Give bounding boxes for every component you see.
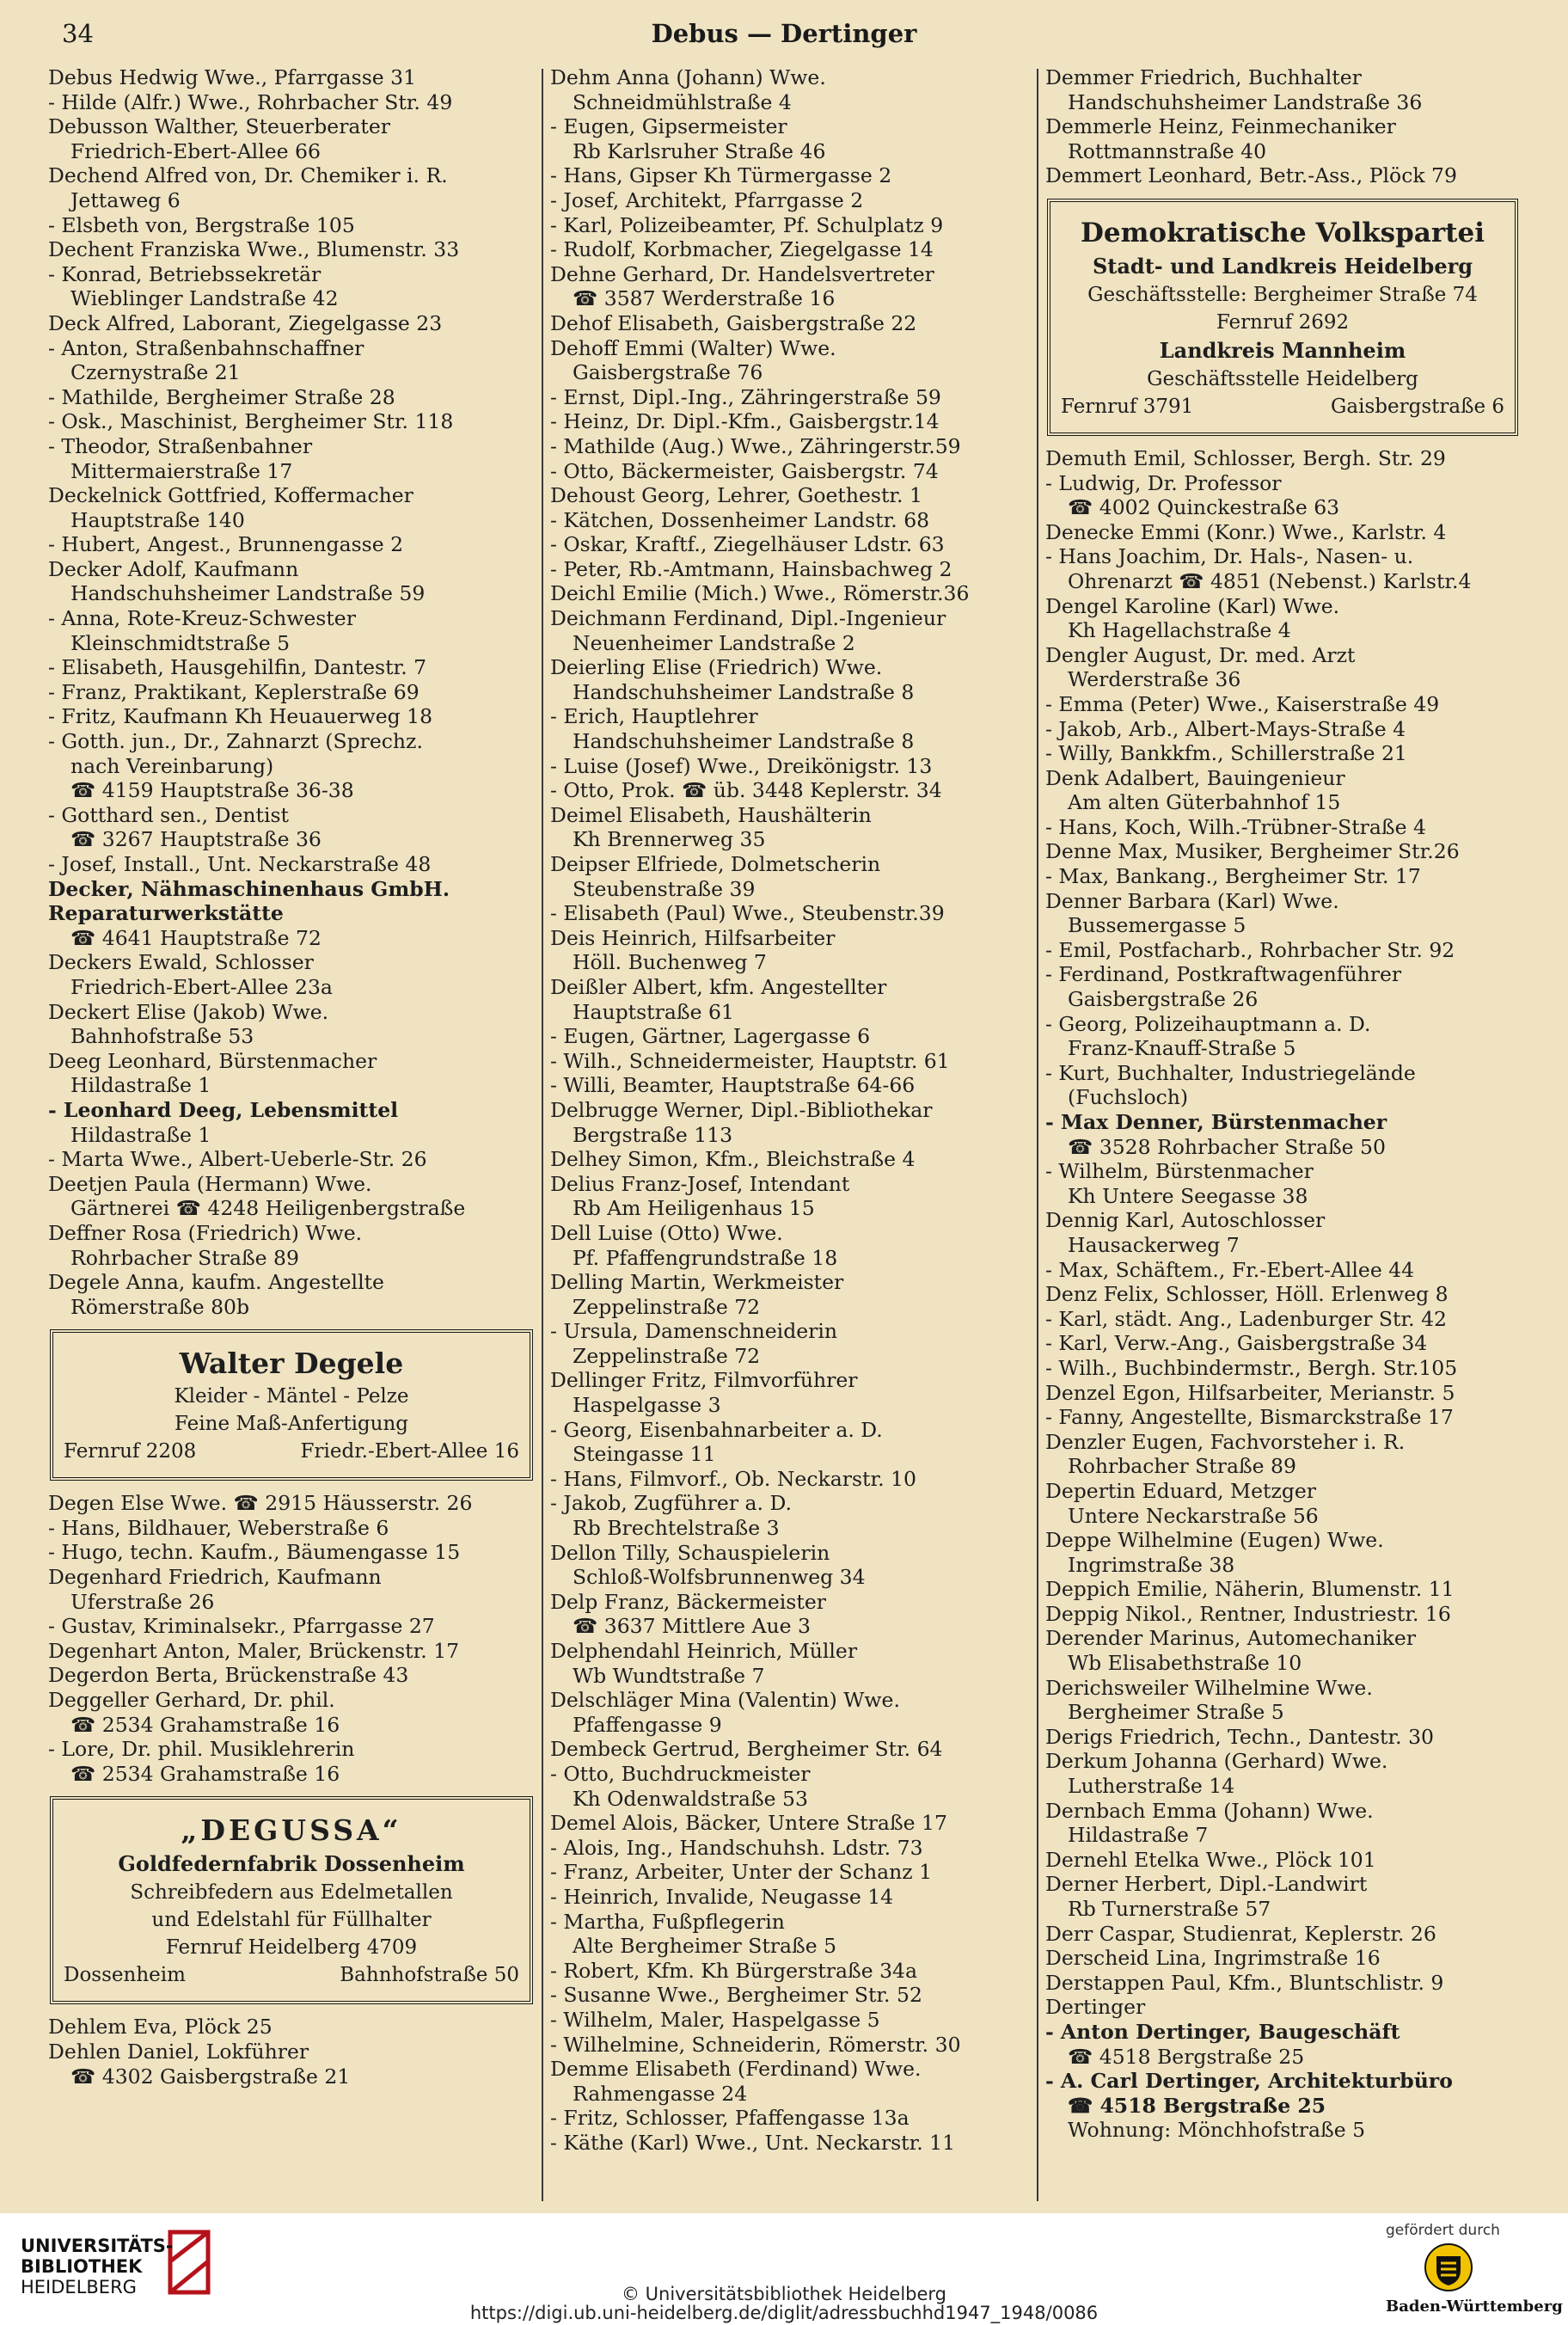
directory-entry: - Wilhelmine, Schneiderin, Römerstr. 30 bbox=[550, 2032, 961, 2057]
directory-entry: Deißler Albert, kfm. Angestellter bbox=[550, 974, 887, 999]
directory-entry: - Theodor, Straßenbahner bbox=[48, 433, 313, 458]
ad-subtitle: Landkreis Mannheim bbox=[1159, 337, 1406, 363]
directory-entry: ☎ 3528 Rohrbacher Straße 50 bbox=[1068, 1134, 1386, 1159]
directory-entry: - Fritz, Schlosser, Pfaffengasse 13a bbox=[550, 2106, 910, 2131]
directory-entry: Gaisbergstraße 26 bbox=[1068, 987, 1259, 1012]
directory-entry: - Ludwig, Dr. Professor bbox=[1045, 470, 1282, 495]
ad-subtitle: Stadt- und Landkreis Heidelberg bbox=[1092, 253, 1473, 279]
directory-entry: Deipser Elfriede, Dolmetscherin bbox=[550, 852, 881, 876]
directory-entry: - Hans, Bildhauer, Weberstraße 6 bbox=[48, 1515, 389, 1540]
directory-entry: Dehof Elisabeth, Gaisbergstraße 22 bbox=[550, 310, 917, 335]
directory-entry: - Hans Joachim, Dr. Hals-, Nasen- u. bbox=[1045, 544, 1414, 569]
directory-entry: - Ferdinand, Postkraftwagenführer bbox=[1045, 962, 1402, 987]
directory-entry: Rohrbacher Straße 89 bbox=[70, 1245, 299, 1270]
directory-entry: ☎ 4518 Bergstraße 25 bbox=[1068, 2093, 1326, 2118]
directory-entry: - Mathilde, Bergheimer Straße 28 bbox=[48, 384, 395, 409]
directory-entry: Delphendahl Heinrich, Müller bbox=[550, 1639, 858, 1663]
directory-entry: - Josef, Architekt, Pfarrgasse 2 bbox=[550, 187, 864, 212]
directory-entry: Deetjen Paula (Hermann) Wwe. bbox=[48, 1171, 372, 1196]
directory-entry: Uferstraße 26 bbox=[70, 1589, 215, 1614]
directory-column-2 bbox=[550, 65, 1028, 2206]
directory-entry: - Ernst, Dipl.-Ing., Zähringerstraße 59 bbox=[550, 384, 941, 409]
directory-entry: Derichsweiler Wilhelmine Wwe. bbox=[1045, 1675, 1373, 1700]
directory-entry: Dennig Karl, Autoschlosser bbox=[1045, 1208, 1326, 1233]
directory-entry: Gärtnerei ☎ 4248 Heiligenbergstraße bbox=[70, 1196, 466, 1221]
directory-entry: Derigs Friedrich, Techn., Dantestr. 30 bbox=[1045, 1724, 1434, 1749]
directory-entry: Derscheid Lina, Ingrimstraße 16 bbox=[1045, 1946, 1381, 1971]
directory-entry: - Osk., Maschinist, Bergheimer Str. 118 bbox=[48, 409, 454, 434]
directory-entry: - Emil, Postfacharb., Rohrbacher Str. 92 bbox=[1045, 937, 1455, 962]
directory-entry: Dembeck Gertrud, Bergheimer Str. 64 bbox=[550, 1737, 943, 1762]
directory-entry: Bahnhofstraße 53 bbox=[70, 1024, 254, 1049]
ad-line: Fernruf 2692 bbox=[1216, 310, 1350, 334]
directory-entry: - Jakob, Arb., Albert-Mays-Straße 4 bbox=[1045, 716, 1406, 741]
directory-entry: - Fanny, Angestellte, Bismarckstraße 17 bbox=[1045, 1405, 1454, 1430]
directory-entry: Ohrenarzt ☎ 4851 (Nebenst.) Karlstr.4 bbox=[1068, 568, 1472, 593]
library-name-line: BIBLIOTHEK bbox=[21, 2256, 143, 2277]
directory-entry: - Leonhard Deeg, Lebensmittel bbox=[48, 1097, 399, 1122]
directory-entry: - Anna, Rote-Kreuz-Schwester bbox=[48, 606, 356, 631]
directory-entry: Deimel Elisabeth, Haushälterin bbox=[550, 802, 872, 827]
directory-entry: Steubenstraße 39 bbox=[573, 876, 756, 901]
directory-entry: Dehlen Daniel, Lokführer bbox=[48, 2040, 309, 2064]
directory-entry: Wb Wundtstraße 7 bbox=[573, 1663, 765, 1688]
directory-entry: Delling Martin, Werkmeister bbox=[550, 1270, 844, 1295]
directory-entry: - Eugen, Gärtner, Lagergasse 6 bbox=[550, 1024, 871, 1049]
column-rule bbox=[1037, 69, 1038, 2201]
ad-line: Geschäftsstelle Heidelberg bbox=[1147, 367, 1418, 390]
ad-title: Walter Degele bbox=[179, 1347, 404, 1381]
directory-entry: - Josef, Install., Unt. Neckarstraße 48 bbox=[48, 852, 432, 876]
directory-entry: - Kätchen, Dossenheimer Landstr. 68 bbox=[550, 507, 930, 532]
ad-address: Gaisbergstraße 6 bbox=[1331, 395, 1504, 418]
directory-entry: Dellon Tilly, Schauspielerin bbox=[550, 1540, 830, 1565]
directory-entry: - Alois, Ing., Handschuhsh. Ldstr. 73 bbox=[550, 1835, 923, 1860]
directory-entry: Depertin Eduard, Metzger bbox=[1045, 1478, 1317, 1503]
ad-town: Dossenheim bbox=[64, 1964, 186, 1987]
directory-entry: Denne Max, Musiker, Bergheimer Str.26 bbox=[1045, 839, 1460, 864]
directory-entry: Denner Barbara (Karl) Wwe. bbox=[1045, 888, 1339, 913]
directory-entry: nach Vereinbarung) bbox=[70, 753, 274, 778]
directory-entry: ☎ 4002 Quinckestraße 63 bbox=[1068, 495, 1340, 520]
directory-entry: ☎ 3637 Mittlere Aue 3 bbox=[573, 1614, 811, 1639]
directory-entry: Deggeller Gerhard, Dr. phil. bbox=[48, 1688, 335, 1713]
library-name-line: HEIDELBERG bbox=[21, 2277, 137, 2297]
directory-entry: Deffner Rosa (Friedrich) Wwe. bbox=[48, 1220, 363, 1245]
directory-entry: - Willi, Beamter, Hauptstraße 64-66 bbox=[550, 1073, 916, 1098]
directory-entry: Bussemergasse 5 bbox=[1068, 913, 1246, 938]
directory-entry: Schneidmühlstraße 4 bbox=[573, 89, 792, 114]
directory-entry: - Mathilde (Aug.) Wwe., Zähringerstr.59 bbox=[550, 433, 961, 458]
directory-entry: - Otto, Prok. ☎ üb. 3448 Keplerstr. 34 bbox=[550, 778, 942, 803]
funder-name: Baden-Württemberg bbox=[1386, 2297, 1563, 2316]
directory-entry: Dengler August, Dr. med. Arzt bbox=[1045, 642, 1356, 667]
directory-entry: Czernystraße 21 bbox=[70, 360, 241, 385]
directory-entry: ☎ 3587 Werderstraße 16 bbox=[573, 286, 836, 311]
directory-entry: Demmer Friedrich, Buchhalter bbox=[1045, 65, 1362, 89]
directory-entry: - Max, Schäftem., Fr.-Ebert-Allee 44 bbox=[1045, 1257, 1415, 1282]
directory-entry: - Robert, Kfm. Kh Bürgerstraße 34a bbox=[550, 1958, 918, 1983]
ad-line: Feine Maß-Anfertigung bbox=[174, 1413, 408, 1436]
directory-entry: - Elisabeth, Hausgehilfin, Dantestr. 7 bbox=[48, 655, 427, 680]
directory-entry: - Max, Bankang., Bergheimer Str. 17 bbox=[1045, 864, 1421, 889]
directory-entry: Deppich Emilie, Näherin, Blumenstr. 11 bbox=[1045, 1577, 1455, 1602]
header-name-range: Debus — Dertinger bbox=[651, 19, 917, 48]
directory-entry: Decker Adolf, Kaufmann bbox=[48, 556, 299, 581]
ad-phone: Fernruf 3791 bbox=[1061, 395, 1194, 418]
ad-line: Geschäftsstelle: Bergheimer Straße 74 bbox=[1087, 283, 1478, 306]
directory-entry: Handschuhsheimer Landstraße 8 bbox=[573, 729, 915, 754]
ad-line: und Edelstahl für Füllhalter bbox=[151, 1909, 432, 1932]
directory-entry: Demmert Leonhard, Betr.-Ass., Plöck 79 bbox=[1045, 163, 1457, 188]
directory-entry: Wieblinger Landstraße 42 bbox=[70, 286, 339, 311]
directory-entry: Kh Odenwaldstraße 53 bbox=[573, 1786, 808, 1811]
directory-entry: Alte Bergheimer Straße 5 bbox=[573, 1934, 837, 1959]
directory-entry: - Franz, Praktikant, Keplerstraße 69 bbox=[48, 679, 420, 704]
directory-entry: Franz-Knauff-Straße 5 bbox=[1068, 1036, 1296, 1061]
directory-entry: Dellinger Fritz, Filmvorführer bbox=[550, 1368, 858, 1393]
directory-entry: Deckelnick Gottfried, Koffermacher bbox=[48, 483, 413, 508]
directory-entry: Schloß-Wolfsbrunnenweg 34 bbox=[573, 1565, 866, 1590]
directory-entry: - Ursula, Damenschneiderin bbox=[550, 1319, 838, 1344]
directory-entry: - Georg, Polizeihauptmann a. D. bbox=[1045, 1011, 1371, 1036]
directory-entry: - Gotthard sen., Dentist bbox=[48, 802, 289, 827]
directory-entry: Debus Hedwig Wwe., Pfarrgasse 31 bbox=[48, 65, 417, 89]
directory-entry: Deeg Leonhard, Bürstenmacher bbox=[48, 1048, 377, 1073]
directory-entry: Dehne Gerhard, Dr. Handelsvertreter bbox=[550, 261, 934, 286]
directory-entry: Rottmannstraße 40 bbox=[1068, 138, 1267, 163]
directory-entry: - Erich, Hauptlehrer bbox=[550, 704, 758, 729]
directory-entry: Neuenheimer Landstraße 2 bbox=[573, 630, 855, 655]
directory-entry: - Elisabeth (Paul) Wwe., Steubenstr.39 bbox=[550, 901, 945, 926]
directory-entry: Friedrich-Ebert-Allee 23a bbox=[70, 974, 333, 999]
directory-entry: Lutherstraße 14 bbox=[1068, 1774, 1235, 1799]
directory-entry: Bergstraße 113 bbox=[573, 1122, 733, 1147]
directory-entry: - Konrad, Betriebssekretär bbox=[48, 261, 322, 286]
directory-entry: - Heinz, Dr. Dipl.-Kfm., Gaisbergstr.14 bbox=[550, 409, 940, 434]
directory-entry: Denzel Egon, Hilfsarbeiter, Merianstr. 5 bbox=[1045, 1380, 1455, 1405]
directory-entry: - Martha, Fußpflegerin bbox=[550, 1909, 785, 1934]
directory-entry: Werderstraße 36 bbox=[1068, 667, 1241, 692]
directory-entry: Kleinschmidtstraße 5 bbox=[70, 630, 291, 655]
directory-entry: - Peter, Rb.-Amtmann, Hainsbachweg 2 bbox=[550, 556, 952, 581]
ad-line: Kleider - Mäntel - Pelze bbox=[174, 1385, 409, 1408]
funded-by-label: gefördert durch bbox=[1386, 2222, 1500, 2239]
directory-entry: - Emma (Peter) Wwe., Kaiserstraße 49 bbox=[1045, 691, 1440, 716]
ad-line: Fernruf Heidelberg 4709 bbox=[165, 1936, 418, 1960]
directory-entry: Dernehl Etelka Wwe., Plöck 101 bbox=[1045, 1847, 1376, 1872]
ad-line: Schreibfedern aus Edelmetallen bbox=[130, 1881, 453, 1905]
directory-entry: Pfaffengasse 9 bbox=[573, 1712, 722, 1737]
directory-entry: Rb Am Heiligenhaus 15 bbox=[573, 1196, 815, 1221]
directory-entry: - Hugo, techn. Kaufm., Bäumengasse 15 bbox=[48, 1540, 461, 1565]
directory-entry: Mittermaierstraße 17 bbox=[70, 458, 293, 483]
directory-entry: - Fritz, Kaufmann Kh Heuauerweg 18 bbox=[48, 704, 433, 729]
directory-entry: Demme Elisabeth (Ferdinand) Wwe. bbox=[550, 2057, 922, 2082]
directory-entry: - Elsbeth von, Bergstraße 105 bbox=[48, 212, 355, 237]
directory-column-1 bbox=[48, 65, 538, 2206]
directory-entry: Untere Neckarstraße 56 bbox=[1068, 1503, 1319, 1528]
directory-entry: - Susanne Wwe., Bergheimer Str. 52 bbox=[550, 1983, 922, 2008]
directory-entry: - Willy, Bankkfm., Schillerstraße 21 bbox=[1045, 741, 1407, 766]
directory-entry: Dehoff Emmi (Walter) Wwe. bbox=[550, 335, 836, 360]
directory-entry: Wb Elisabethstraße 10 bbox=[1068, 1651, 1302, 1676]
directory-entry: Derender Marinus, Automechaniker bbox=[1045, 1626, 1416, 1651]
directory-entry: Bergheimer Straße 5 bbox=[1068, 1700, 1284, 1725]
directory-entry: Hauptstraße 61 bbox=[573, 999, 734, 1024]
directory-entry: ☎ 4159 Hauptstraße 36-38 bbox=[70, 778, 354, 803]
ad-title: „DEGUSSA“ bbox=[181, 1813, 402, 1848]
directory-column-3 bbox=[1045, 65, 1523, 2206]
directory-entry: Deichl Emilie (Mich.) Wwe., Römerstr.36 bbox=[550, 581, 970, 606]
directory-entry: Deckert Elise (Jakob) Wwe. bbox=[48, 999, 329, 1024]
directory-entry: Am alten Güterbahnhof 15 bbox=[1068, 790, 1341, 815]
directory-entry: - Anton, Straßenbahnschaffner bbox=[48, 335, 364, 360]
directory-entry: Degele Anna, kaufm. Angestellte bbox=[48, 1270, 384, 1295]
directory-entry: - Hilde (Alfr.) Wwe., Rohrbacher Str. 49 bbox=[48, 89, 453, 114]
directory-entry: Deppe Wilhelmine (Eugen) Wwe. bbox=[1045, 1528, 1384, 1553]
directory-entry: Dernbach Emma (Johann) Wwe. bbox=[1045, 1798, 1374, 1823]
directory-entry: - Gotth. jun., Dr., Zahnarzt (Sprechz. bbox=[48, 729, 423, 754]
directory-entry: - Hubert, Angest., Brunnengasse 2 bbox=[48, 532, 404, 557]
directory-entry: Derr Caspar, Studienrat, Keplerstr. 26 bbox=[1045, 1921, 1436, 1946]
directory-entry: Delius Franz-Josef, Intendant bbox=[550, 1171, 850, 1196]
directory-entry: Wohnung: Mönchhofstraße 5 bbox=[1068, 2118, 1366, 2143]
directory-entry: - Karl, städt. Ang., Ladenburger Str. 42 bbox=[1045, 1306, 1447, 1331]
directory-entry: Denz Felix, Schlosser, Höll. Erlenweg 8 bbox=[1045, 1282, 1449, 1307]
copyright-notice: © Universitätsbibliothek Heidelberg bbox=[621, 2284, 946, 2304]
directory-entry: Degenhard Friedrich, Kaufmann bbox=[48, 1565, 382, 1590]
directory-entry: Hildastraße 1 bbox=[70, 1122, 211, 1147]
directory-entry: Delschläger Mina (Valentin) Wwe. bbox=[550, 1688, 900, 1713]
advertisement-demokratische-volkspartei bbox=[1047, 199, 1518, 436]
directory-entry: Degen Else Wwe. ☎ 2915 Häusserstr. 26 bbox=[48, 1491, 473, 1516]
ad-contact-row bbox=[64, 1961, 519, 1989]
page-number: 34 bbox=[62, 19, 94, 48]
directory-entry: - Anton Dertinger, Baugeschäft bbox=[1045, 2019, 1400, 2044]
ad-address: Friedr.-Ebert-Allee 16 bbox=[300, 1440, 519, 1463]
directory-entry: Derstappen Paul, Kfm., Bluntschlistr. 9 bbox=[1045, 1970, 1444, 1995]
directory-entry: Dertinger bbox=[1045, 1995, 1146, 2020]
ad-contact-row bbox=[64, 1438, 519, 1465]
directory-entry: Degerdon Berta, Brückenstraße 43 bbox=[48, 1663, 409, 1688]
directory-entry: Haspelgasse 3 bbox=[573, 1393, 721, 1418]
directory-entry: Gaisbergstraße 76 bbox=[573, 360, 763, 385]
directory-entry: Zeppelinstraße 72 bbox=[573, 1343, 761, 1368]
directory-entry: Dehlem Eva, Plöck 25 bbox=[48, 2015, 273, 2040]
directory-entry: Hildastraße 1 bbox=[70, 1073, 211, 1098]
directory-entry: Pf. Pfaffengrundstraße 18 bbox=[573, 1245, 838, 1270]
directory-entry: Degenhart Anton, Maler, Brückenstr. 17 bbox=[48, 1638, 460, 1663]
directory-entry: Delhey Simon, Kfm., Bleichstraße 4 bbox=[550, 1147, 916, 1172]
directory-entry: ☎ 2534 Grahamstraße 16 bbox=[70, 1761, 340, 1786]
directory-entry: Hildastraße 7 bbox=[1068, 1823, 1209, 1848]
directory-entry: Rb Turnerstraße 57 bbox=[1068, 1897, 1271, 1921]
directory-entry: - Karl, Polizeibeamter, Pf. Schulplatz 9 bbox=[550, 212, 944, 237]
directory-entry: - Hans, Koch, Wilh.-Trübner-Straße 4 bbox=[1045, 814, 1426, 839]
directory-entry: Deierling Elise (Friedrich) Wwe. bbox=[550, 655, 883, 680]
column-rule bbox=[542, 69, 543, 2201]
directory-entry: - A. Carl Dertinger, Architekturbüro bbox=[1045, 2069, 1453, 2094]
directory-entry: Dehm Anna (Johann) Wwe. bbox=[550, 65, 826, 89]
directory-entry: - Lore, Dr. phil. Musiklehrerin bbox=[48, 1737, 355, 1762]
directory-entry: Demmerle Heinz, Feinmechaniker bbox=[1045, 114, 1396, 139]
directory-entry: - Wilh., Schneidermeister, Hauptstr. 61 bbox=[550, 1048, 950, 1073]
directory-entry: Demuth Emil, Schlosser, Bergh. Str. 29 bbox=[1045, 445, 1446, 470]
directory-entry: Hausackerweg 7 bbox=[1068, 1232, 1240, 1257]
directory-entry: Denecke Emmi (Konr.) Wwe., Karlstr. 4 bbox=[1045, 519, 1447, 544]
library-name-line: UNIVERSITÄTS- bbox=[21, 2236, 174, 2256]
directory-entry: ☎ 4641 Hauptstraße 72 bbox=[70, 925, 322, 950]
directory-entry: Kh Brennerweg 35 bbox=[573, 827, 766, 852]
directory-entry: Zeppelinstraße 72 bbox=[573, 1294, 761, 1319]
directory-entry: Deichmann Ferdinand, Dipl.-Ingenieur bbox=[550, 606, 946, 631]
directory-entry: - Wilhelm, Maler, Haspelgasse 5 bbox=[550, 2007, 880, 2032]
directory-entry: - Hans, Filmvorf., Ob. Neckarstr. 10 bbox=[550, 1466, 916, 1491]
directory-entry: Dell Luise (Otto) Wwe. bbox=[550, 1220, 783, 1245]
directory-entry: Derner Herbert, Dipl.-Landwirt bbox=[1045, 1872, 1368, 1897]
directory-entry: Debusson Walther, Steuerberater bbox=[48, 114, 391, 139]
directory-entry: Handschuhsheimer Landstraße 36 bbox=[1068, 89, 1423, 114]
directory-entry: ☎ 4518 Bergstraße 25 bbox=[1068, 2044, 1305, 2069]
directory-entry: - Käthe (Karl) Wwe., Unt. Neckarstr. 11 bbox=[550, 2130, 956, 2155]
directory-entry: Derkum Johanna (Gerhard) Wwe. bbox=[1045, 1749, 1388, 1774]
directory-entry: Decker, Nähmaschinenhaus GmbH. bbox=[48, 876, 450, 901]
directory-entry: - Otto, Bäckermeister, Gaisbergstr. 74 bbox=[550, 458, 939, 483]
directory-entry: ☎ 2534 Grahamstraße 16 bbox=[70, 1712, 340, 1737]
ad-phone: Fernruf 2208 bbox=[64, 1440, 197, 1463]
directory-entry: Friedrich-Ebert-Allee 66 bbox=[70, 138, 321, 163]
directory-entry: Dechent Franziska Wwe., Blumenstr. 33 bbox=[48, 237, 460, 262]
directory-entry: Deck Alfred, Laborant, Ziegelgasse 23 bbox=[48, 310, 443, 335]
directory-entry: - Karl, Verw.-Ang., Gaisbergstraße 34 bbox=[1045, 1331, 1428, 1356]
directory-entry: Steingasse 11 bbox=[573, 1442, 716, 1467]
directory-entry: Rahmengasse 24 bbox=[573, 2081, 748, 2106]
permalink-url[interactable]: https://digi.ub.uni-heidelberg.de/diglit/adressbuchhd1947_1948/0086 bbox=[469, 2303, 1099, 2323]
directory-entry: Demel Alois, Bäcker, Untere Straße 17 bbox=[550, 1811, 947, 1836]
directory-entry: Dengel Karoline (Karl) Wwe. bbox=[1045, 593, 1340, 618]
directory-entry: - Georg, Eisenbahnarbeiter a. D. bbox=[550, 1417, 883, 1442]
directory-entry: - Rudolf, Korbmacher, Ziegelgasse 14 bbox=[550, 237, 934, 262]
ad-title: Demokratische Volkspartei bbox=[1081, 217, 1485, 248]
directory-entry: ☎ 4302 Gaisbergstraße 21 bbox=[70, 2064, 351, 2089]
directory-entry: Ingrimstraße 38 bbox=[1068, 1552, 1235, 1577]
directory-entry: Rohrbacher Straße 89 bbox=[1068, 1454, 1296, 1479]
directory-entry: Handschuhsheimer Landstraße 59 bbox=[70, 581, 426, 606]
directory-entry: - Marta Wwe., Albert-Ueberle-Str. 26 bbox=[48, 1147, 427, 1172]
digitization-footer bbox=[0, 2213, 1568, 2325]
advertisement-degussa bbox=[50, 1796, 533, 2004]
directory-entry: Handschuhsheimer Landstraße 8 bbox=[573, 679, 915, 704]
directory-entry: Reparaturwerkstätte bbox=[48, 901, 284, 926]
ad-contact-row bbox=[1061, 393, 1504, 420]
directory-entry: Hauptstraße 140 bbox=[70, 507, 245, 532]
directory-entry: - Otto, Buchdruckmeister bbox=[550, 1761, 811, 1786]
directory-entry: Deckers Ewald, Schlosser bbox=[48, 950, 314, 975]
directory-entry: Deppig Nikol., Rentner, Industriestr. 16 bbox=[1045, 1601, 1451, 1626]
state-coat-of-arms-icon bbox=[1424, 2242, 1473, 2292]
directory-entry: (Fuchsloch) bbox=[1068, 1085, 1189, 1110]
directory-entry: Römerstraße 80b bbox=[70, 1294, 250, 1319]
directory-entry: - Hans, Gipser Kh Türmergasse 2 bbox=[550, 163, 892, 188]
directory-entry: Delp Franz, Bäckermeister bbox=[550, 1589, 826, 1614]
directory-entry: - Luise (Josef) Wwe., Dreikönigstr. 13 bbox=[550, 753, 933, 778]
directory-entry: - Kurt, Buchhalter, Industriegelände bbox=[1045, 1060, 1416, 1085]
running-head bbox=[0, 15, 1568, 55]
directory-entry: Dechend Alfred von, Dr. Chemiker i. R. bbox=[48, 163, 448, 188]
directory-entry: ☎ 3267 Hauptstraße 36 bbox=[70, 827, 322, 852]
directory-entry: Kh Untere Seegasse 38 bbox=[1068, 1183, 1308, 1208]
directory-entry: - Oskar, Kraftf., Ziegelhäuser Ldstr. 63 bbox=[550, 532, 945, 557]
directory-entry: - Eugen, Gipsermeister bbox=[550, 114, 787, 139]
directory-entry: - Max Denner, Bürstenmacher bbox=[1045, 1110, 1387, 1134]
directory-entry: Dehoust Georg, Lehrer, Goethestr. 1 bbox=[550, 483, 922, 508]
directory-entry: - Franz, Arbeiter, Unter der Schanz 1 bbox=[550, 1860, 933, 1885]
directory-entry: Höll. Buchenweg 7 bbox=[573, 950, 767, 975]
ad-address: Bahnhofstraße 50 bbox=[340, 1964, 519, 1987]
directory-entry: - Gustav, Kriminalsekr., Pfarrgasse 27 bbox=[48, 1614, 435, 1639]
directory-entry: Delbrugge Werner, Dipl.-Bibliothekar bbox=[550, 1097, 933, 1122]
directory-entry: Jettaweg 6 bbox=[70, 187, 181, 212]
directory-entry: - Wilhelm, Bürstenmacher bbox=[1045, 1159, 1314, 1184]
directory-entry: Deis Heinrich, Hilfsarbeiter bbox=[550, 925, 836, 950]
directory-entry: Rb Karlsruher Straße 46 bbox=[573, 138, 826, 163]
directory-entry: Denk Adalbert, Bauingenieur bbox=[1045, 765, 1345, 790]
directory-entry: Denzler Eugen, Fachvorsteher i. R. bbox=[1045, 1429, 1406, 1454]
directory-entry: - Wilh., Buchbindermstr., Bergh. Str.105 bbox=[1045, 1355, 1458, 1380]
ad-subtitle: Goldfedernfabrik Dossenheim bbox=[118, 1851, 465, 1877]
directory-entry: Rb Brechtelstraße 3 bbox=[573, 1516, 780, 1541]
directory-entry: - Heinrich, Invalide, Neugasse 14 bbox=[550, 1884, 894, 1909]
directory-entry: Kh Hagellachstraße 4 bbox=[1068, 618, 1291, 643]
directory-entry: - Jakob, Zugführer a. D. bbox=[550, 1491, 792, 1516]
advertisement-walter-degele bbox=[50, 1329, 533, 1481]
